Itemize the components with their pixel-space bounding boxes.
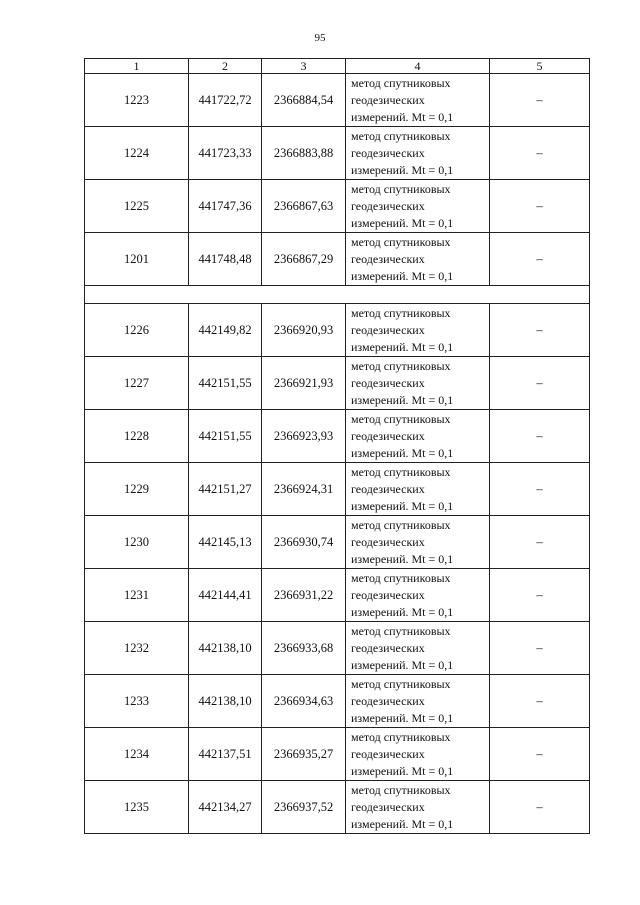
y-coordinate-cell: 2366923,93 bbox=[262, 410, 346, 463]
method-line: геодезических bbox=[351, 198, 425, 213]
method-cell bbox=[346, 304, 490, 357]
method-line: измерений. Mt = 0,1 bbox=[351, 551, 454, 566]
table-body bbox=[85, 74, 590, 834]
point-number-cell: 1234 bbox=[85, 728, 189, 781]
x-coordinate-cell: 442151,55 bbox=[189, 410, 262, 463]
method-line: метод спутниковых bbox=[351, 358, 451, 373]
method-line: геодезических bbox=[351, 640, 425, 655]
method-line: геодезических bbox=[351, 145, 425, 160]
header-row bbox=[85, 59, 590, 74]
point-number-cell: 1235 bbox=[85, 781, 189, 834]
dash-cell: – bbox=[490, 675, 590, 728]
y-coordinate-cell: 2366934,63 bbox=[262, 675, 346, 728]
method-cell bbox=[346, 127, 490, 180]
method-line: метод спутниковых bbox=[351, 128, 451, 143]
y-coordinate-cell: 2366924,31 bbox=[262, 463, 346, 516]
method-line: измерений. Mt = 0,1 bbox=[351, 215, 454, 230]
table-row bbox=[85, 622, 590, 675]
dash-cell: – bbox=[490, 304, 590, 357]
x-coordinate-cell: 442134,27 bbox=[189, 781, 262, 834]
method-line: измерений. Mt = 0,1 bbox=[351, 498, 454, 513]
dash-cell: – bbox=[490, 410, 590, 463]
x-coordinate-cell: 441748,48 bbox=[189, 233, 262, 286]
method-line: геодезических bbox=[351, 251, 425, 266]
table-row bbox=[85, 781, 590, 834]
table-row bbox=[85, 127, 590, 180]
method-line: измерений. Mt = 0,1 bbox=[351, 109, 454, 124]
method-cell bbox=[346, 516, 490, 569]
x-coordinate-cell: 441723,33 bbox=[189, 127, 262, 180]
point-number-cell: 1225 bbox=[85, 180, 189, 233]
method-line: измерений. Mt = 0,1 bbox=[351, 657, 454, 672]
x-coordinate-cell: 441747,36 bbox=[189, 180, 262, 233]
y-coordinate-cell: 2366933,68 bbox=[262, 622, 346, 675]
y-coordinate-cell: 2366937,52 bbox=[262, 781, 346, 834]
dash-cell: – bbox=[490, 728, 590, 781]
x-coordinate-cell: 442151,55 bbox=[189, 357, 262, 410]
method-cell bbox=[346, 233, 490, 286]
coordinates-table bbox=[84, 58, 590, 834]
column-header: 5 bbox=[490, 59, 590, 74]
table-row bbox=[85, 180, 590, 233]
point-number-cell: 1201 bbox=[85, 233, 189, 286]
y-coordinate-cell: 2366920,93 bbox=[262, 304, 346, 357]
table-row bbox=[85, 569, 590, 622]
x-coordinate-cell: 441722,72 bbox=[189, 74, 262, 127]
y-coordinate-cell: 2366921,93 bbox=[262, 357, 346, 410]
method-line: метод спутниковых bbox=[351, 782, 451, 797]
method-cell bbox=[346, 357, 490, 410]
method-line: геодезических bbox=[351, 428, 425, 443]
point-number-cell: 1231 bbox=[85, 569, 189, 622]
method-line: метод спутниковых bbox=[351, 234, 451, 249]
method-line: метод спутниковых bbox=[351, 517, 451, 532]
point-number-cell: 1224 bbox=[85, 127, 189, 180]
method-line: метод спутниковых bbox=[351, 305, 451, 320]
method-line: измерений. Mt = 0,1 bbox=[351, 445, 454, 460]
table-row bbox=[85, 357, 590, 410]
column-header: 3 bbox=[262, 59, 346, 74]
method-cell bbox=[346, 675, 490, 728]
point-number-cell: 1233 bbox=[85, 675, 189, 728]
dash-cell: – bbox=[490, 569, 590, 622]
method-line: геодезических bbox=[351, 322, 425, 337]
x-coordinate-cell: 442149,82 bbox=[189, 304, 262, 357]
method-line: измерений. Mt = 0,1 bbox=[351, 763, 454, 778]
y-coordinate-cell: 2366931,22 bbox=[262, 569, 346, 622]
dash-cell: – bbox=[490, 357, 590, 410]
x-coordinate-cell: 442145,13 bbox=[189, 516, 262, 569]
dash-cell: – bbox=[490, 74, 590, 127]
method-line: метод спутниковых bbox=[351, 181, 451, 196]
dash-cell: – bbox=[490, 463, 590, 516]
method-line: метод спутниковых bbox=[351, 676, 451, 691]
method-line: измерений. Mt = 0,1 bbox=[351, 604, 454, 619]
y-coordinate-cell: 2366867,63 bbox=[262, 180, 346, 233]
dash-cell: – bbox=[490, 516, 590, 569]
method-cell bbox=[346, 569, 490, 622]
method-cell bbox=[346, 74, 490, 127]
table-row bbox=[85, 304, 590, 357]
method-line: геодезических bbox=[351, 799, 425, 814]
x-coordinate-cell: 442138,10 bbox=[189, 675, 262, 728]
dash-cell: – bbox=[490, 127, 590, 180]
dash-cell: – bbox=[490, 233, 590, 286]
method-line: измерений. Mt = 0,1 bbox=[351, 339, 454, 354]
method-line: геодезических bbox=[351, 481, 425, 496]
method-line: геодезических bbox=[351, 92, 425, 107]
dash-cell: – bbox=[490, 781, 590, 834]
y-coordinate-cell: 2366883,88 bbox=[262, 127, 346, 180]
point-number-cell: 1223 bbox=[85, 74, 189, 127]
column-header: 2 bbox=[189, 59, 262, 74]
table-row bbox=[85, 728, 590, 781]
dash-cell: – bbox=[490, 622, 590, 675]
page-number: 95 bbox=[314, 32, 326, 44]
method-line: геодезических bbox=[351, 375, 425, 390]
x-coordinate-cell: 442151,27 bbox=[189, 463, 262, 516]
point-number-cell: 1227 bbox=[85, 357, 189, 410]
point-number-cell: 1232 bbox=[85, 622, 189, 675]
column-header: 4 bbox=[346, 59, 490, 74]
dash-cell: – bbox=[490, 180, 590, 233]
method-cell bbox=[346, 622, 490, 675]
method-line: геодезических bbox=[351, 693, 425, 708]
table-row bbox=[85, 516, 590, 569]
method-cell bbox=[346, 410, 490, 463]
method-line: метод спутниковых bbox=[351, 75, 451, 90]
method-line: геодезических bbox=[351, 746, 425, 761]
table-row bbox=[85, 410, 590, 463]
point-number-cell: 1229 bbox=[85, 463, 189, 516]
method-line: метод спутниковых bbox=[351, 570, 451, 585]
x-coordinate-cell: 442137,51 bbox=[189, 728, 262, 781]
separator-row bbox=[85, 286, 590, 304]
method-line: измерений. Mt = 0,1 bbox=[351, 816, 454, 831]
table-row bbox=[85, 74, 590, 127]
method-cell bbox=[346, 728, 490, 781]
method-line: метод спутниковых bbox=[351, 411, 451, 426]
y-coordinate-cell: 2366935,27 bbox=[262, 728, 346, 781]
method-line: метод спутниковых bbox=[351, 464, 451, 479]
table-row bbox=[85, 233, 590, 286]
method-line: измерений. Mt = 0,1 bbox=[351, 392, 454, 407]
point-number-cell: 1228 bbox=[85, 410, 189, 463]
method-line: измерений. Mt = 0,1 bbox=[351, 162, 454, 177]
method-cell bbox=[346, 463, 490, 516]
method-line: геодезических bbox=[351, 534, 425, 549]
point-number-cell: 1226 bbox=[85, 304, 189, 357]
method-cell bbox=[346, 781, 490, 834]
method-line: метод спутниковых bbox=[351, 729, 451, 744]
x-coordinate-cell: 442138,10 bbox=[189, 622, 262, 675]
method-line: геодезических bbox=[351, 587, 425, 602]
y-coordinate-cell: 2366884,54 bbox=[262, 74, 346, 127]
y-coordinate-cell: 2366930,74 bbox=[262, 516, 346, 569]
separator-cell bbox=[85, 286, 590, 304]
column-header: 1 bbox=[85, 59, 189, 74]
table-row bbox=[85, 463, 590, 516]
method-line: измерений. Mt = 0,1 bbox=[351, 710, 454, 725]
method-cell bbox=[346, 180, 490, 233]
table-row bbox=[85, 675, 590, 728]
method-line: измерений. Mt = 0,1 bbox=[351, 268, 454, 283]
method-line: метод спутниковых bbox=[351, 623, 451, 638]
point-number-cell: 1230 bbox=[85, 516, 189, 569]
x-coordinate-cell: 442144,41 bbox=[189, 569, 262, 622]
y-coordinate-cell: 2366867,29 bbox=[262, 233, 346, 286]
